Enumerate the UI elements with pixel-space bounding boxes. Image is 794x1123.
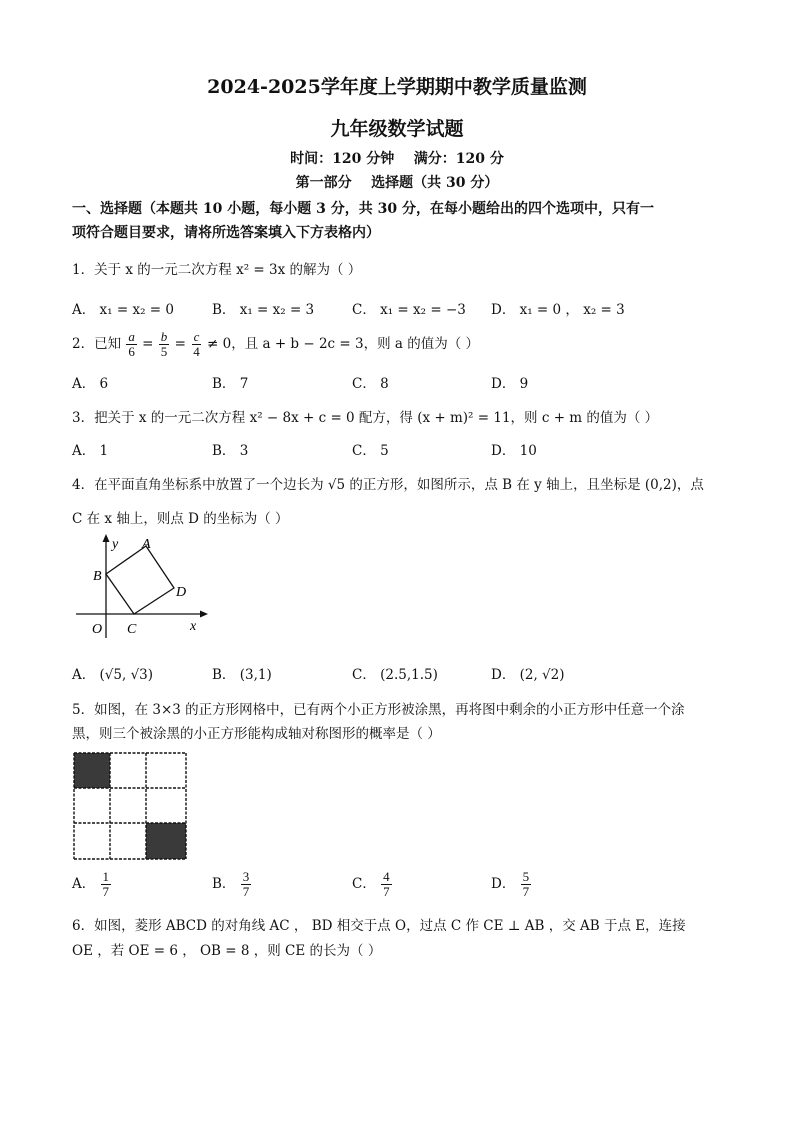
label-b: B xyxy=(93,569,102,584)
question-2-option-c: C． 8 xyxy=(352,376,389,392)
question-4-option-a: A． (√5, √3) xyxy=(72,667,154,683)
question-4-stem-line2: C 在 x 轴上，则点 D 的坐标为（ ） xyxy=(72,511,289,527)
y-axis-arrow xyxy=(103,534,110,542)
exam-subtitle: 九年级数学试题 xyxy=(330,118,464,140)
question-5-option-b: B． $\frac{3}{7}$ xyxy=(212,869,250,899)
label-y: y xyxy=(112,537,119,552)
question-5-option-a: A． $\frac{1}{7}$ xyxy=(72,869,110,899)
question-2-stem-prefix: 2．已知 xyxy=(72,336,122,352)
question-1-option-a: A． x₁ = x₂ = 0 xyxy=(72,302,174,318)
question-4-option-b: B． (3,1) xyxy=(212,667,272,683)
section-instructions-line2: 项符合题目要求，请将所选答案填入下方表格内） xyxy=(72,225,380,241)
label-c: C xyxy=(127,622,137,637)
question-3-option-b: B． 3 xyxy=(212,443,249,459)
question-2-option-d: D． 9 xyxy=(491,376,529,392)
question-1-option-c: C． x₁ = x₂ = −3 xyxy=(352,302,466,318)
label-o: O xyxy=(92,622,103,637)
question-5-stem-line2: 黑，则三个被涂黑的小正方形能构成轴对称图形的概率是（ ） xyxy=(72,726,441,742)
question-4-figure xyxy=(72,534,212,646)
question-2-option-b: B． 7 xyxy=(212,376,249,392)
question-1-option-b: B． x₁ = x₂ = 3 xyxy=(212,302,315,318)
question-2-stem-suffix: ≠ 0，且 a + b − 2c = 3，则 a 的值为（ ） xyxy=(207,336,480,352)
question-2-option-a: A． 6 xyxy=(72,376,109,392)
question-5-option-d: D． $\frac{5}{7}$ xyxy=(491,869,530,899)
question-3-option-a: A． 1 xyxy=(72,443,109,459)
x-axis-arrow xyxy=(200,611,208,618)
question-6-stem-line1: 6．如图，菱形 ABCD 的对角线 AC ， BD 相交于点 O，过点 C 作 CE ⊥ AB ，交 AB 于点 E，连接 xyxy=(72,918,686,934)
question-1-stem: 1．关于 x 的一元二次方程 x² = 3x 的解为（ ） xyxy=(72,262,362,278)
question-5-grid-figure xyxy=(70,750,192,862)
shaded-cell-top-left xyxy=(74,753,110,788)
time-score: 时间：120 分钟 满分：120 分 xyxy=(290,151,504,167)
part-one-heading: 第一部分 选择题（共 30 分） xyxy=(295,175,499,191)
label-d: D xyxy=(176,585,187,600)
fraction-a-over-6: $\frac{a}{6}$ xyxy=(128,329,135,359)
shaded-cell-bottom-right xyxy=(146,823,186,859)
square-abcd xyxy=(106,546,174,614)
label-x: x xyxy=(190,619,197,634)
exam-title: 2024-2025学年度上学期期中教学质量监测 xyxy=(207,76,587,98)
label-a: A xyxy=(142,537,151,552)
question-4-stem-line1: 4．在平面直角坐标系中放置了一个边长为 √5 的正方形，如图所示，点 B 在 y 轴上，且坐标是 (0,2)，点 xyxy=(72,477,704,493)
question-1-option-d: D． x₁ = 0 ， x₂ = 3 xyxy=(491,302,625,318)
section-instructions-line1: 一、选择题（本题共 10 小题，每小题 3 分，共 30 分，在每小题给出的四个选项中，只有一 xyxy=(72,201,654,217)
question-5-option-c: C． $\frac{4}{7}$ xyxy=(352,869,390,899)
question-3-option-d: D． 10 xyxy=(491,443,537,459)
question-4-option-d: D． (2, √2) xyxy=(491,667,565,683)
question-4-option-c: C． (2.5,1.5) xyxy=(352,667,438,683)
question-5-stem-line1: 5．如图，在 3×3 的正方形网格中，已有两个小正方形被涂黑，再将图中剩余的小正方形中任意一个涂 xyxy=(72,702,685,718)
question-3-stem: 3．把关于 x 的一元二次方程 x² − 8x + c = 0 配方，得 (x + m)² = 11，则 c + m 的值为（ ） xyxy=(72,410,659,426)
fraction-b-over-5: $\frac{b}{5}$ xyxy=(160,329,168,359)
question-6-stem-line2: OE ，若 OE = 6 ， OB = 8 ，则 CE 的长为（ ） xyxy=(72,943,382,959)
question-2-stem: 2．已知 $\frac{a}{6}$ = $\frac{b}{5}$ = $\frac{c}{4}$ ≠ 0，且 a + b − 2c = 3，则 a 的值为（ ） xyxy=(72,329,480,359)
question-3-option-c: C． 5 xyxy=(352,443,389,459)
fraction-c-over-4: $\frac{c}{4}$ xyxy=(193,329,200,359)
